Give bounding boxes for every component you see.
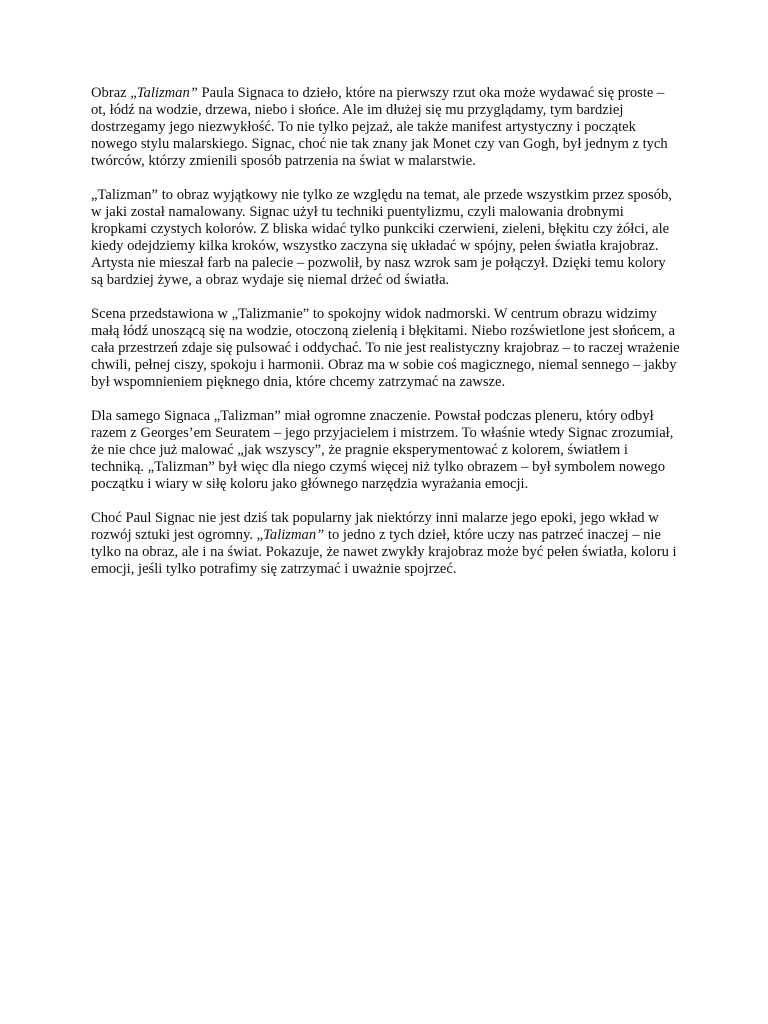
document-body bbox=[91, 85, 681, 595]
paragraph-1-text-b: Paula Signaca to dzieło, które na pierwszy rzut oka może wydawać się proste – ot, łódź na wodzie, drzewa, niebo i słońce. Ale im dłużej się mu przyglądamy, tym bardziej dostrzegamy jego niezwykłość. To nie tylko pejzaż, ale także manifest artystyczny i początek nowego stylu malarskiego. Signac, choć nie tak znany jak Monet czy van Gogh, był jednym z tych twórców, którzy zmienili sposób patrzenia na świat w malarstwie. bbox=[91, 85, 668, 169]
paragraph-2-text: „Talizman” to obraz wyjątkowy nie tylko ze względu na temat, ale przede wszystkim przez sposób, w jaki został namalowany. Signac użył tu techniki puentylizmu, czyli malowania drobnymi kropkami czystych kolorów. Z bliska widać tylko punkciki czerwieni, zieleni, błękitu czy żółci, ale kiedy odejdziemy kilka kroków, wszystko zaczyna się układać w spójny, pełen światła krajobraz. Artysta nie mieszał farb na palecie – pozwolił, by nasz wzrok sam je połączył. Dzięki temu kolory są bardziej żywe, a obraz wydaje się niemal drżeć od światła. bbox=[91, 187, 672, 288]
paragraph-3-text: Scena przedstawiona w „Talizmanie” to spokojny widok nadmorski. W centrum obrazu widzimy małą łódź unoszącą się na wodzie, otoczoną zielenią i błękitami. Niebo rozświetlone jest słońcem, a cała przestrzeń zdaje się pulsować i oddychać. To nie jest realistyczny krajobraz – to raczej wrażenie chwili, pełnej ciszy, spokoju i harmonii. Obraz ma w sobie coś magicznego, niemal sennego – jakby był wspomnieniem pięknego dnia, które chcemy zatrzymać na zawsze. bbox=[91, 306, 680, 390]
paragraph-5-title-italic: Talizman” bbox=[263, 527, 325, 543]
paragraph-3 bbox=[91, 306, 681, 391]
paragraph-1 bbox=[91, 85, 681, 170]
paragraph-2 bbox=[91, 187, 681, 289]
paragraph-4 bbox=[91, 408, 681, 493]
paragraph-5 bbox=[91, 510, 681, 578]
paragraph-1-text-a: Obraz „ bbox=[91, 85, 137, 101]
paragraph-4-text: Dla samego Signaca „Talizman” miał ogromne znaczenie. Powstał podczas pleneru, który odbył razem z Georges’em Seuratem – jego przyjacielem i mistrzem. To właśnie wtedy Signac zrozumiał, że nie chce już malować „jak wszyscy”, że pragnie eksperymentować z kolorem, światłem i techniką. „Talizman” był więc dla niego czymś więcej niż tylko obrazem – był symbolem nowego początku i wiary w siłę koloru jako głównego narzędzia wyrażania emocji. bbox=[91, 408, 674, 492]
paragraph-5-text-a: Choć Paul Signac nie jest dziś tak popularny jak niektórzy inni malarze jego epoki, jego wkład w rozwój sztuki jest ogromny. „ bbox=[91, 510, 659, 543]
paragraph-5-text-b: to jedno z tych dzieł, które uczy nas patrzeć inaczej – nie tylko na obraz, ale i na świat. Pokazuje, że nawet zwykły krajobraz może być pełen światła, koloru i emocji, jeśli tylko potrafimy się zatrzymać i uważnie spojrzeć. bbox=[91, 527, 677, 577]
paragraph-1-title-italic: Talizman” bbox=[136, 85, 198, 101]
